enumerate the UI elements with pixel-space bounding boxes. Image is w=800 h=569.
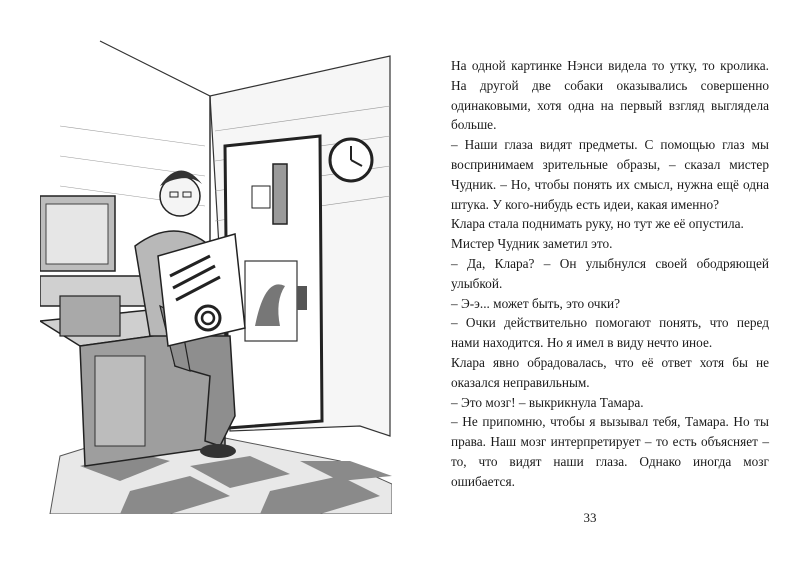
paragraph: – Не припомню, чтобы я вызывал тебя, Тамара. Но ты права. Наш мозг интерпретирует – то есть объясняет – то, что видят наши глаза. Однако иногда мозг ошибается.	[451, 414, 769, 489]
paragraph: – Наши глаза видят предметы. С помощью глаз мы воспринимаем зрительные образы, – сказал мистер Чудник. – Но, чтобы понять их смысл, нужна ещё одна штука. У кого-нибудь есть идеи, какая именно?	[451, 137, 769, 212]
paragraph: Клара явно обрадовалась, что её ответ хотя бы не оказался неправильным.	[451, 354, 769, 390]
paragraph: – Очки действительно помогают понять, что перед нами находится. Но я имел в виду нечто иное.	[451, 315, 769, 351]
paragraph: – Да, Клара? – Он улыбнулся своей ободряющей улыбкой.	[451, 255, 769, 291]
paragraph: – Э-э... может быть, это очки?	[451, 295, 620, 311]
body-text	[451, 56, 769, 492]
illustration-teacher-classroom	[40, 36, 392, 514]
wall-clock	[330, 139, 372, 181]
paragraph: Клара стала поднимать руку, но тут же её опустила.	[451, 216, 744, 232]
paragraph: На одной картинке Нэнси видела то утку, то кролика. На другой две собаки оказывались совершенно одинаковыми, хотя одна на первый взгляд выглядела больше.	[451, 58, 769, 133]
left-shelf-cabinet	[40, 196, 150, 306]
page-number: 33	[583, 510, 597, 525]
paragraph: Мистер Чудник заметил это.	[451, 236, 613, 252]
paragraph: – Это мозг! – выкрикнула Тамара.	[451, 394, 644, 410]
